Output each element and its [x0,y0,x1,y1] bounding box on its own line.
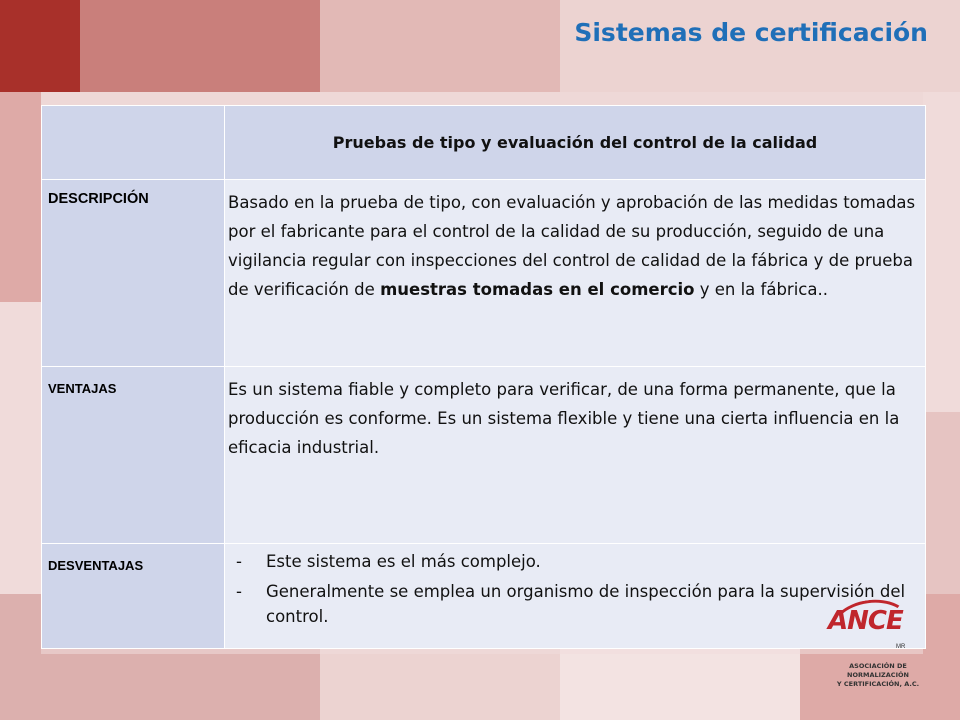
table-row [42,544,926,649]
list-item: - Generalmente se emplea un organismo de inspección para la supervisión del control. [236,579,921,629]
bg-tile [0,0,80,92]
bg-tile [320,0,560,92]
bg-tile [0,92,41,302]
row-label: VENTAJAS [48,381,117,396]
table-header-row [42,106,926,180]
row-label: DESCRIPCIÓN [48,191,149,207]
row-text-cell [225,544,926,649]
description-bold-text: muestras tomadas en el comercio [380,280,695,299]
logo-org-line: ASOCIACIÓN DE NORMALIZACIÓN [847,662,909,679]
list-item: - Este sistema es el más complejo. [236,549,921,574]
row-label-cell [42,367,225,544]
description-text-end: y en la fábrica.. [694,280,828,299]
description-text: Basado en la prueba de tipo, con evaluación y aprobación de las medidas tomadas por el fabricante para el control de la calidad de su producción, seguido de una vigilancia regular con inspecciones del control de calidad de la fábrica y de prueba de verificación de [228,193,916,299]
logo-org-name [818,662,938,689]
table-row [42,180,926,367]
slide-title: Sistemas de certificación [574,18,928,47]
logo-org-line: Y CERTIFICACIÓN, A.C. [836,680,920,688]
row-label-cell [42,544,225,649]
bg-tile [80,0,320,92]
advantages-text: Es un sistema fiable y completo para verificar, de una forma permanente, que la producción es conforme. Es un sistema flexible y tiene una cierta influencia en la eficacia industrial. [228,380,900,457]
disadvantages-list [228,549,921,629]
row-text-cell [225,180,926,367]
certification-table [41,105,926,649]
table-row [42,367,926,544]
table-header-empty-cell [42,106,225,180]
bg-tile [0,302,41,594]
row-text-cell [225,367,926,544]
logo-name: ANCE [828,606,903,636]
bg-tile [923,92,960,412]
logo-trademark: MR [896,644,906,650]
ance-logo [828,596,938,696]
bg-tile [923,412,960,594]
row-label: DESVENTAJAS [48,558,144,573]
row-label-cell [42,180,225,367]
table-header-cell: Pruebas de tipo y evaluación del control de la calidad [225,106,926,180]
